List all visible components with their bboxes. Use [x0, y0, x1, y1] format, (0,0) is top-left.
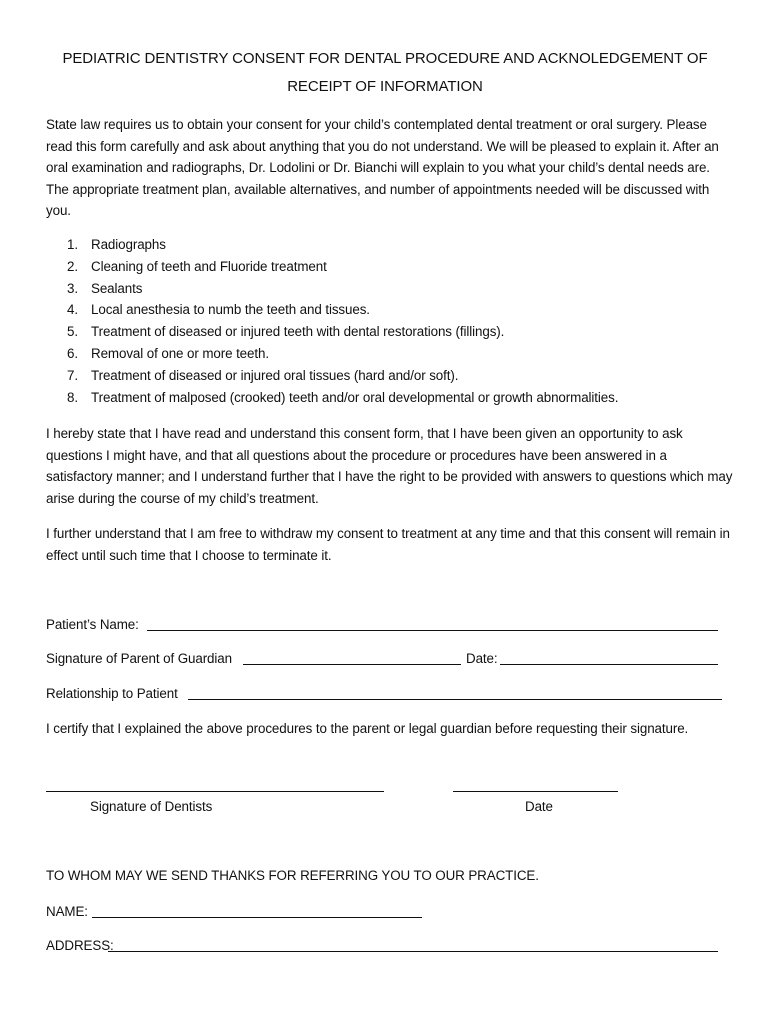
form-title-line-1: PEDIATRIC DENTISTRY CONSENT FOR DENTAL PROCEDURE AND ACKNOLEDGEMENT OF — [62, 50, 708, 67]
referral-heading: TO WHOM MAY WE SEND THANKS FOR REFERRING YOU TO OUR PRACTICE. — [46, 868, 539, 883]
form-title-line-2: RECEIPT OF INFORMATION — [287, 78, 483, 95]
date-label: Date: — [466, 651, 498, 666]
consent-statement: I hereby state that I have read and understand this consent form, that I have been given an opportunity to ask questions I might have, and that all questions about the procedure or procedures have been answered in a satisfactory manner; and I understand further that I have the right to be provided with answers to questions which may arise during the course of my child’s treatment. — [46, 426, 733, 506]
procedure-item: 1. Radiographs — [67, 237, 166, 252]
dentist-date-label: Date — [525, 799, 553, 814]
guardian-signature-field[interactable] — [243, 664, 461, 665]
referral-address-label: ADDRESS: — [46, 938, 114, 953]
procedure-item: 4. Local anesthesia to numb the teeth and tissues. — [67, 302, 370, 318]
procedure-item: 6. Removal of one or more teeth. — [67, 345, 269, 361]
guardian-date-field[interactable] — [500, 664, 718, 665]
relationship-label: Relationship to Patient — [46, 686, 178, 701]
patient-name-field[interactable] — [147, 630, 718, 631]
guardian-signature-label: Signature of Parent of Guardian — [46, 651, 232, 666]
patient-name-label: Patient’s Name: — [46, 617, 139, 632]
procedure-item: 7. Treatment of diseased or injured oral tissues (hard and/or soft). — [67, 367, 459, 383]
procedure-list — [46, 234, 618, 408]
procedure-item: 2. Cleaning of teeth and Fluoride treatment — [67, 258, 327, 274]
relationship-field[interactable] — [188, 699, 722, 700]
withdraw-statement: I further understand that I am free to withdraw my consent to treatment at any time and that this consent will remain in effect until such time that I choose to terminate it. — [46, 526, 730, 563]
dentist-date-field[interactable] — [453, 791, 618, 792]
referral-name-label: NAME: — [46, 904, 88, 919]
procedure-item: 5. Treatment of diseased or injured teeth with dental restorations (fillings). — [67, 324, 505, 340]
dentist-signature-label: Signature of Dentists — [90, 799, 213, 814]
referral-address-field[interactable] — [108, 951, 718, 952]
dentist-signature-field[interactable] — [46, 791, 384, 792]
intro-paragraph: State law requires us to obtain your consent for your child’s contemplated dental treatment or oral surgery. Please read this form carefully and ask about anything that you do not understand. We will be pleased to explain it. After an oral examination and radiographs, Dr. Lodolini or Dr. Bianchi will explain to you what your child’s dental needs are. The appropriate treatment plan, available alternatives, and number of appointments needed will be discussed with you. — [46, 117, 719, 219]
certify-statement: I certify that I explained the above procedures to the parent or legal guardian before requesting their signature. — [46, 721, 689, 736]
procedure-item: 3. Sealants — [67, 280, 143, 296]
referral-name-field[interactable] — [92, 917, 422, 918]
procedure-item: 8. Treatment of malposed (crooked) teeth and/or oral developmental or growth abnormalities. — [67, 389, 619, 405]
